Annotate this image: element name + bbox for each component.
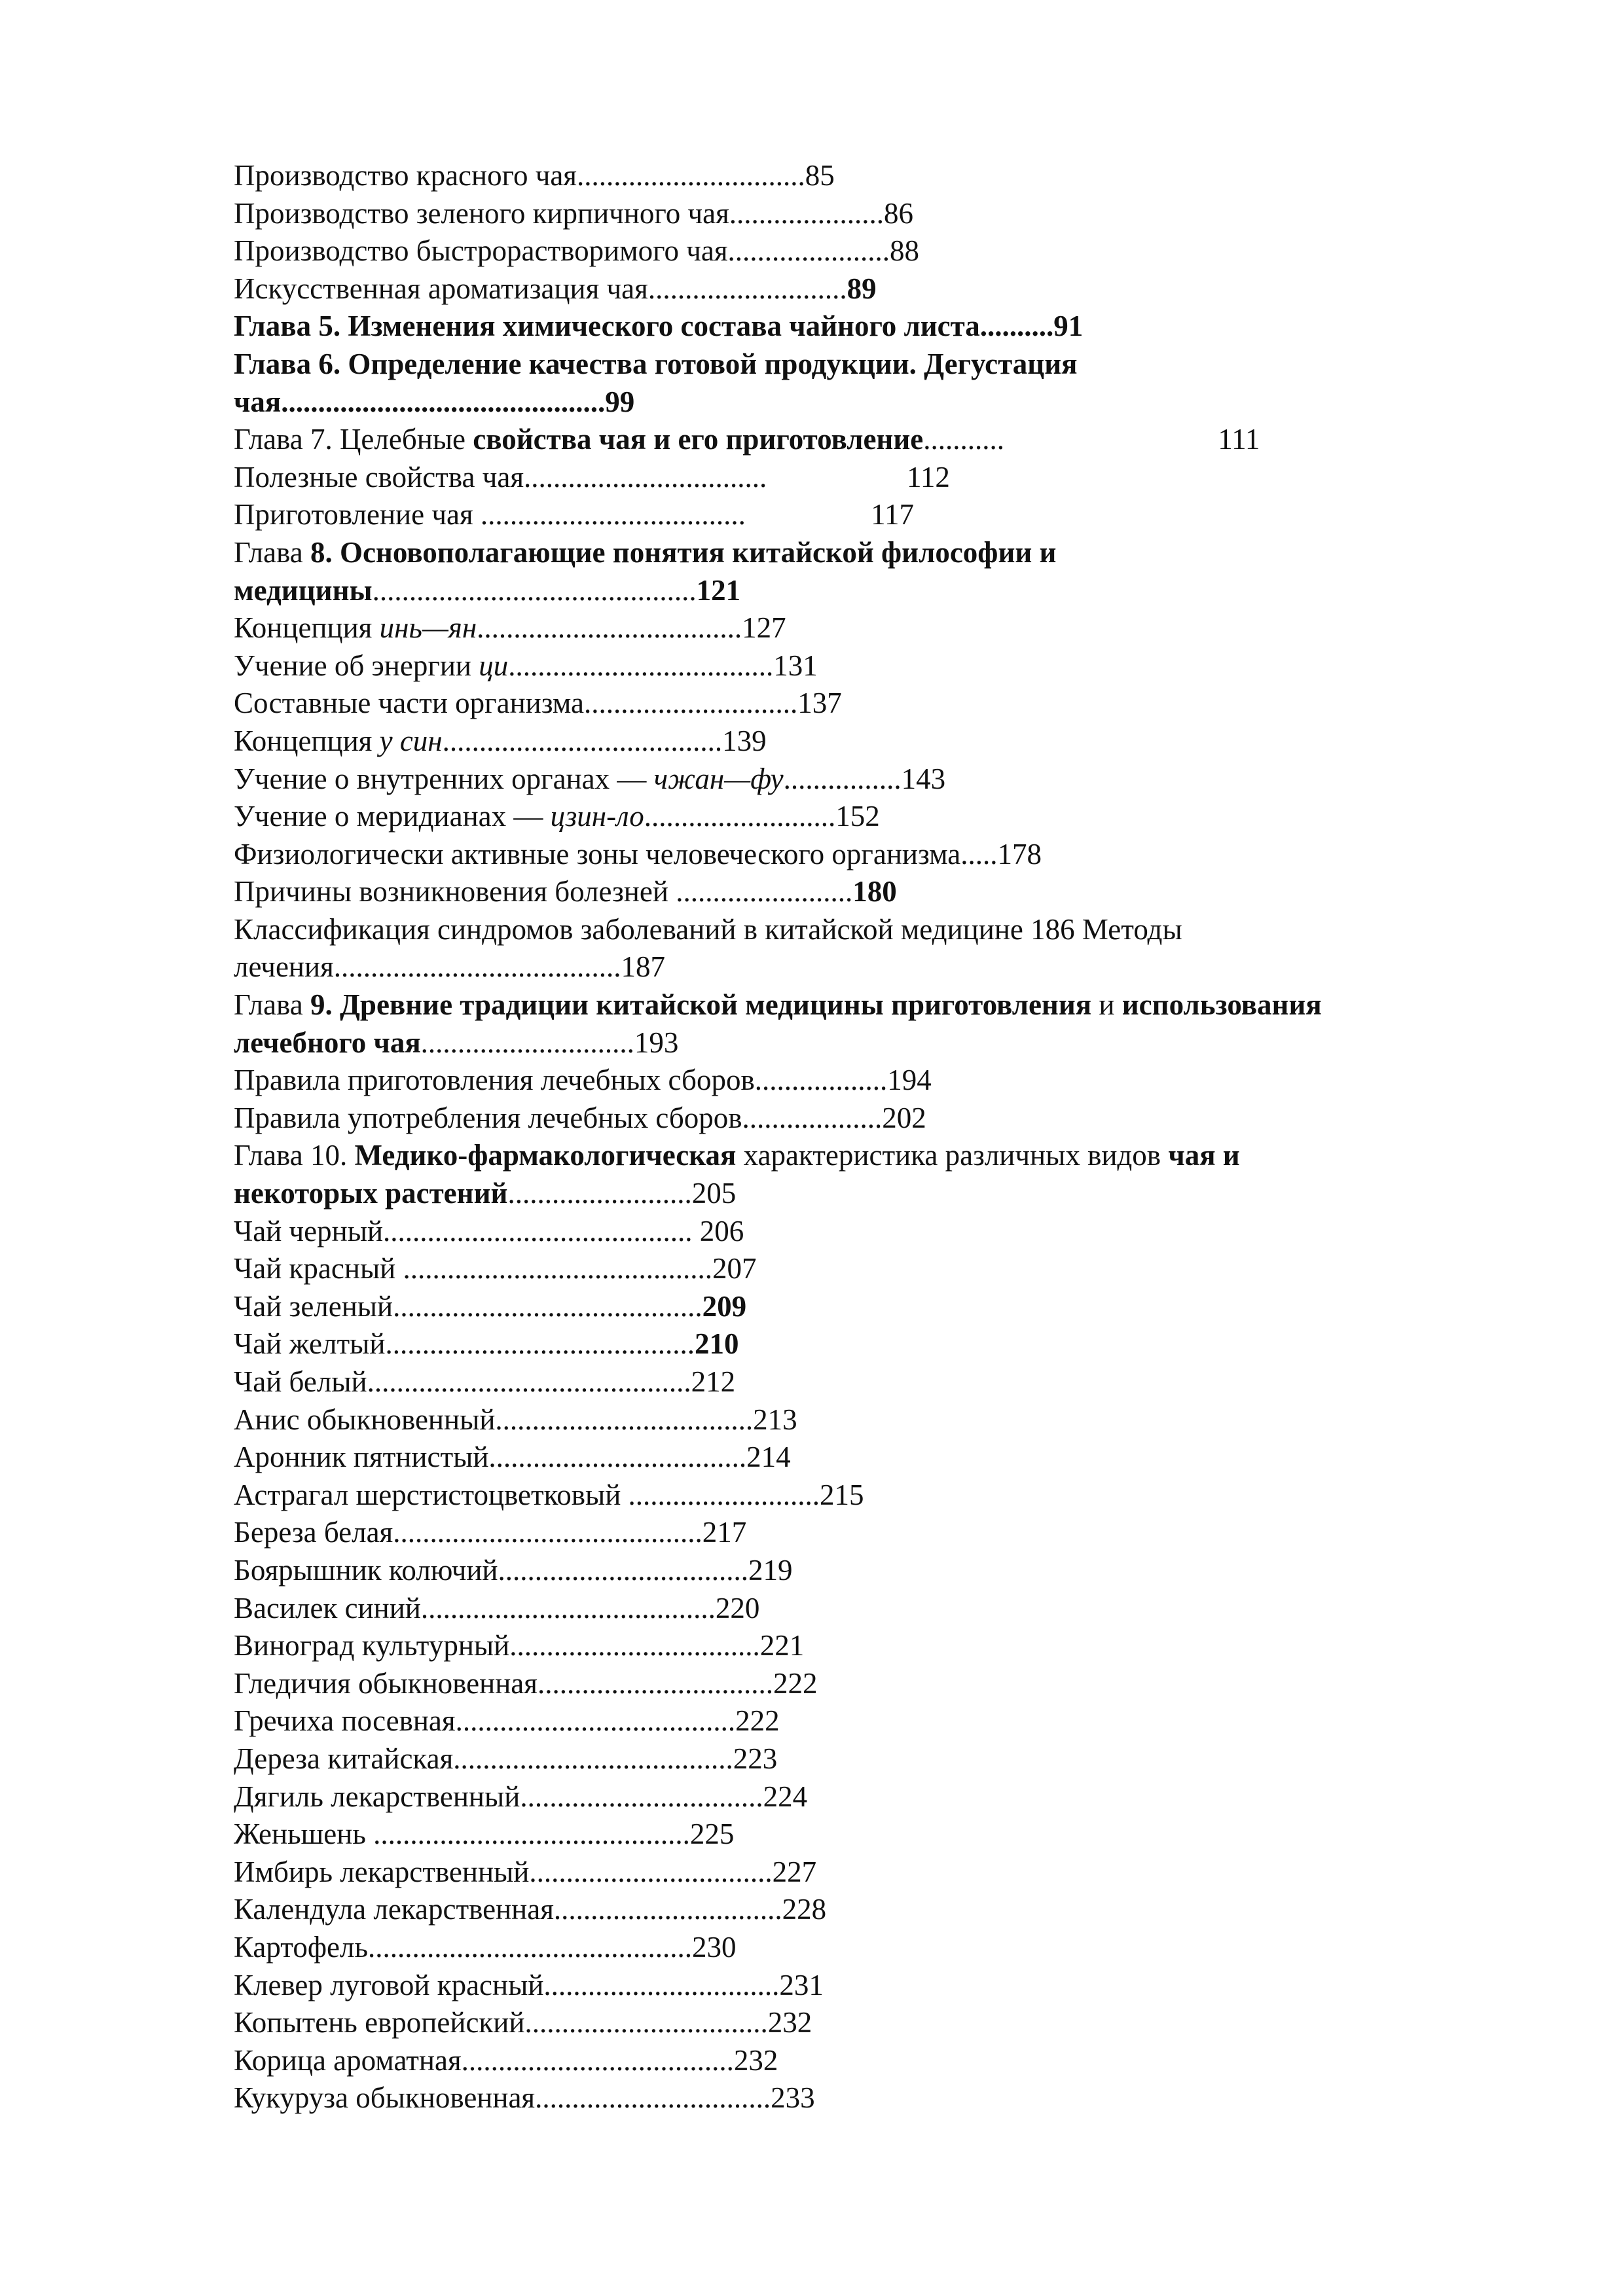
toc-entry-text: Глава 7. Целебные [234,423,473,456]
toc-entry-text: Чай черный.......................................... 206 [234,1214,744,1247]
toc-entry-text: Глава [234,535,310,569]
table-of-contents [234,157,1478,2117]
toc-entry [234,1477,1478,1515]
toc-entry-text: Копытень европейский.................................232 [234,2006,812,2039]
toc-entry-text: Правила приготовления лечебных сборов..................194 [234,1064,932,1097]
toc-entry-text: ........... 111 [923,423,1260,456]
toc-entry-text: Медико-фармакологическая [354,1139,737,1172]
toc-entry [234,346,1478,384]
toc-entry [234,873,1478,911]
toc-entry-text: Гречиха посевная......................................222 [234,1704,780,1738]
toc-entry [234,948,1478,986]
toc-entry-text: Составные части организма.............................137 [234,687,842,720]
toc-entry-text: 180 [852,875,897,908]
toc-entry-text: Глава 5. Изменения химического состава чайного листа..........91 [234,310,1084,343]
toc-entry [234,1062,1478,1100]
toc-entry [234,2042,1478,2080]
toc-entry-text: 210 [694,1327,739,1361]
toc-entry [234,647,1478,685]
toc-entry-text: 8. Основополагающие понятия китайской философии и [310,535,1057,569]
toc-entry [234,986,1478,1024]
toc-entry [234,2004,1478,2042]
toc-entry [234,1325,1478,1363]
toc-entry-text: Причины возникновения болезней ........................ [234,875,853,908]
toc-entry-text: Виноград культурный..................................221 [234,1629,805,1662]
toc-entry-text: 121 [696,573,741,607]
toc-entry-text: Учение о внутренних органах — [234,762,654,795]
toc-entry-text: Учение о меридианах — [234,800,551,833]
toc-entry [234,1891,1478,1929]
toc-entry-text: Полезные свойства чая................................. 112 [234,460,950,493]
toc-entry [234,609,1478,647]
toc-entry-text: характеристика различных видов [736,1139,1169,1172]
toc-entry [234,1439,1478,1477]
toc-entry [234,1967,1478,2005]
toc-entry [234,1024,1478,1062]
toc-entry-text: Глава [234,988,310,1022]
toc-entry-text: Концепция [234,724,380,757]
toc-entry-text: Женьшень ...........................................225 [234,1818,735,1851]
toc-entry-text: использования [1122,988,1322,1022]
toc-entry [234,1778,1478,1816]
toc-entry [234,1702,1478,1740]
toc-entry [234,1590,1478,1628]
toc-entry [234,384,1478,422]
toc-entry-text: цзин-ло [550,800,644,833]
toc-entry-text: чжан—фу [653,762,784,795]
toc-entry-text: и [1091,988,1122,1022]
toc-entry-text: Глава 10. [234,1139,355,1172]
toc-entry-text: Клевер луговой красный................................231 [234,1968,824,2001]
toc-entry [234,1929,1478,1967]
toc-entry-text: Анис обыкновенный...................................213 [234,1403,797,1436]
toc-entry [234,1213,1478,1251]
toc-entry [234,308,1478,346]
toc-entry [234,1665,1478,1703]
toc-entry [234,1100,1478,1138]
toc-entry-text: инь—ян [379,611,477,645]
toc-entry-text: Боярышник колючий..................................219 [234,1553,793,1587]
toc-entry-text: .............................193 [420,1026,679,1059]
toc-entry [234,270,1478,308]
toc-entry [234,1552,1478,1590]
toc-entry [234,911,1478,949]
toc-entry [234,1288,1478,1326]
toc-entry-text: ....................................127 [477,611,786,645]
toc-entry-text: Классификация синдромов заболеваний в китайской медицине 186 Методы [234,912,1182,946]
toc-entry-text: Производство быстрорастворимого чая......................88 [234,234,920,268]
toc-entry [234,2079,1478,2117]
toc-entry-text: Чай белый............................................212 [234,1365,736,1398]
toc-entry-text: Корица ароматная.....................................232 [234,2043,778,2077]
toc-entry-text: Дереза китайская......................................223 [234,1742,778,1775]
toc-entry-text: Физиологически активные зоны человеческого организма.....178 [234,837,1042,870]
toc-entry [234,1250,1478,1288]
toc-entry [234,1137,1478,1175]
toc-entry [234,1514,1478,1552]
toc-entry-text: ....................................131 [508,649,818,682]
toc-entry-text: Картофель............................................230 [234,1930,737,1964]
toc-entry-text: ............................................ [372,573,697,607]
toc-entry-text: Производство зеленого кирпичного чая.....................86 [234,196,914,230]
toc-entry-text: медицины [234,573,373,607]
toc-entry [234,685,1478,723]
toc-entry-text: лечебного чая [234,1026,421,1059]
toc-entry-text: чая и [1168,1139,1240,1172]
toc-entry-text: Календула лекарственная...............................228 [234,1893,827,1926]
toc-entry [234,459,1478,497]
toc-entry-text: 9. Древние традиции китайской медицины приготовления [310,988,1092,1022]
toc-entry [234,572,1478,610]
toc-entry-text: Аронник пятнистый...................................214 [234,1441,791,1474]
toc-entry-text: .........................205 [507,1177,737,1210]
toc-entry [234,496,1478,534]
toc-entry-text: ................143 [783,762,946,795]
toc-entry-text: Астрагал шерстистоцветковый ..........................215 [234,1478,864,1511]
toc-entry-text: Василек синий........................................220 [234,1591,760,1624]
toc-entry-text: Искусственная ароматизация чая........................... [234,272,847,305]
toc-entry-text: Концепция [234,611,380,645]
toc-entry-text: Чай желтый.......................................... [234,1327,695,1361]
toc-entry-text: у син [379,724,443,757]
toc-entry [234,157,1478,195]
toc-entry [234,1363,1478,1401]
toc-entry-text: Кукуруза обыкновенная................................233 [234,2081,815,2115]
toc-entry-text: Правила употребления лечебных сборов...................202 [234,1101,926,1134]
toc-entry-text: Береза белая..........................................217 [234,1516,747,1549]
toc-entry-text: ......................................139 [442,724,767,757]
toc-entry [234,232,1478,270]
toc-entry [234,723,1478,761]
toc-entry-text: Чай зеленый.......................................... [234,1289,702,1323]
toc-entry [234,798,1478,836]
toc-entry [234,836,1478,874]
toc-entry-text: 209 [702,1289,747,1323]
toc-entry-text: Дягиль лекарственный.................................224 [234,1780,808,1813]
toc-entry-text: свойства чая и его приготовление [473,423,924,456]
toc-entry-text: Производство красного чая...............................85 [234,159,835,192]
toc-entry [234,1175,1478,1213]
toc-entry [234,761,1478,798]
toc-entry-text: Гледичия обыкновенная................................222 [234,1666,818,1700]
toc-entry [234,1816,1478,1854]
toc-entry-text: Глава 6. Определение качества готовой продукции. Дегустация [234,347,1078,380]
toc-entry-text: ци [479,649,509,682]
toc-entry [234,534,1478,572]
toc-entry-text: чая............................................99 [234,385,635,418]
toc-entry [234,1401,1478,1439]
toc-entry-text: ..........................152 [644,800,880,833]
toc-entry-text: Приготовление чая .................................... 117 [234,498,914,531]
toc-entry [234,1740,1478,1778]
toc-entry [234,195,1478,233]
toc-entry-text: Имбирь лекарственный.................................227 [234,1855,817,1888]
toc-entry [234,1627,1478,1665]
toc-entry-text: Чай красный ..........................................207 [234,1252,757,1285]
toc-entry [234,1854,1478,1892]
toc-entry-text: некоторых растений [234,1177,508,1210]
toc-entry-text: 89 [847,272,877,305]
toc-entry-text: лечения.......................................187 [234,950,666,984]
toc-entry-text: Учение об энергии [234,649,479,682]
toc-entry [234,421,1478,459]
